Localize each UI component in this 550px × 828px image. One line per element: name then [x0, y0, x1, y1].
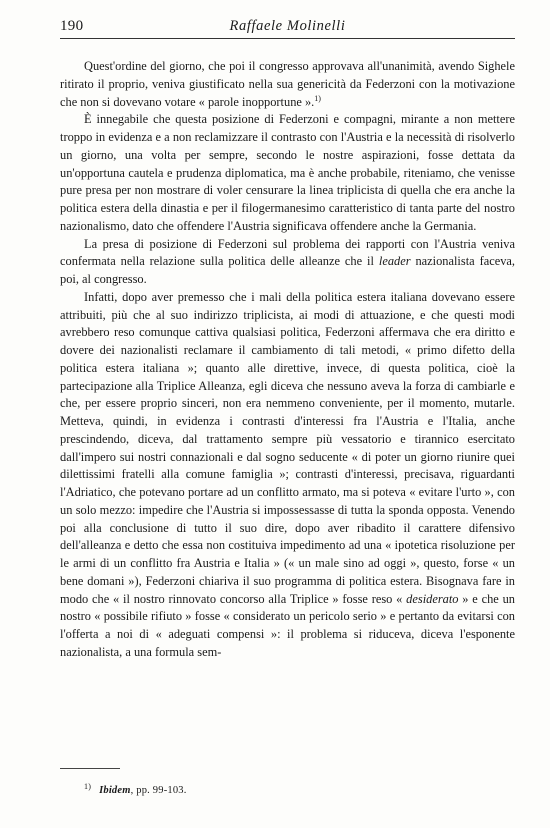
paragraph-4: [60, 289, 515, 662]
paragraph-3-text-b: nazionalista faceva, poi, al congresso.: [60, 254, 515, 286]
footnote-reference: 1): [314, 93, 321, 103]
paragraph-3: [60, 236, 515, 289]
paragraph-3-text-a: La presa di posizione di Federzoni sul problema dei rapporti con l'Austria veniva confermata nella relazione sulla politica delle alleanze che il: [60, 236, 515, 269]
paragraph-1: [60, 58, 515, 111]
page-number: 190: [60, 18, 84, 34]
paragraph-4-text-b: » e che un nostro « possibile rifiuto » fosse « considerato un pericolo serio » e pertanto da evitarsi con l'offerta a noi di « adeguati compensi »: il problema si riduceva, diceva l'esponente nazionalista, a una formula sem-: [60, 591, 516, 659]
page-header: [60, 16, 515, 39]
footnote-divider: [60, 768, 120, 769]
paragraph-1-text: Quest'ordine del giorno, che poi il congresso approvava all'unanimità, avendo Sighele ritirato il proprio, veniva giustificato nella sua genericità da Federzoni con la motivazione che non si dovevano votare « parole inopportune ».: [60, 59, 515, 109]
footnote-pages: , pp. 99-103.: [130, 785, 187, 796]
footnote-source: Ibidem: [99, 785, 131, 796]
footnote: [84, 781, 187, 796]
running-title: Raffaele Molinelli: [229, 18, 346, 34]
footnote-marker: 1): [84, 781, 92, 791]
paragraph-2: È innegabile che questa posizione di Federzoni e compagni, mirante a non mettere troppo in evidenza e a non reclamizzare il contrasto con l'Austria e la necessità di risolverlo un giorno, una volta per sempre, secondo le nostre aspirazioni, fosse dettata da un'opportuna cautela e prudenza diplomatica, ma è anche probabile, riteniamo, che venisse pure presa per non mostrare di voler censurare la linea triplicista di quella che era anche la politica estera della dinastia e per il filogermanesimo caratteristico di tanta parte del nostro nazionalismo, dato che offendere l'Austria significava offendere anche la Germania.: [60, 112, 515, 233]
paragraph-4-text-a: Infatti, dopo aver premesso che i mali della politica estera italiana dovevano essere attribuiti, più che al suo indirizzo triplicista, ai modi di attuazione, e che questi modi avrebbero reso comunque cattiva qualsiasi politica, Federzoni affermava che era diritto e dovere dei nazionalisti reclamare il cambiamento di tali metodi, « primo difetto della politica estera italiana »; quanto alle direttive, invece, di questa politica, cioè la partecipazione alla Triplice Alleanza, egli diceva che nessuno aveva la forza di cambiarle e che, per essere proprio sinceri, non era nemmeno conveniente, per il momento, mutarle. Metteva, quindi, in evidenza i contrasti d'interessi fra l'Austria e l'Italia, anche prescindendo, diceva, dal trattamento sempre più vessatorio e tirannico esercitato dall'impero sui nostri connazionali e dal sogno seducente « di poter un giorno riunire quei dilettissimi fratelli alla comune famiglia »; contrasti d'interessi, precisava, riguardanti l'Adriatico, che potevano portare ad un conflitto armato, ma si poteva « evitare l'urto », con un solo mezzo: impedire che l'Austria si impossessasse di tutta la sponda opposta. Venendo poi alla conclusione di tutto il suo dire, dopo aver ribadito il carattere difensivo dell'alleanza e detto che essa non costituiva impedimento ad una « ipotetica risoluzione per le armi di un conflitto fra Austria e Italia » (« un male sino ad oggi », questo, forse « un bene domani »), Federzoni chiariva il suo programma di politica estera. Bisognava fare in modo che « il nostro rinnovato concorso alla Triplice » fosse reso «: [60, 289, 515, 606]
paragraph-3-italic: leader: [378, 254, 411, 269]
paragraph-4-italic: desiderato: [406, 591, 459, 606]
body-text: [60, 58, 515, 662]
